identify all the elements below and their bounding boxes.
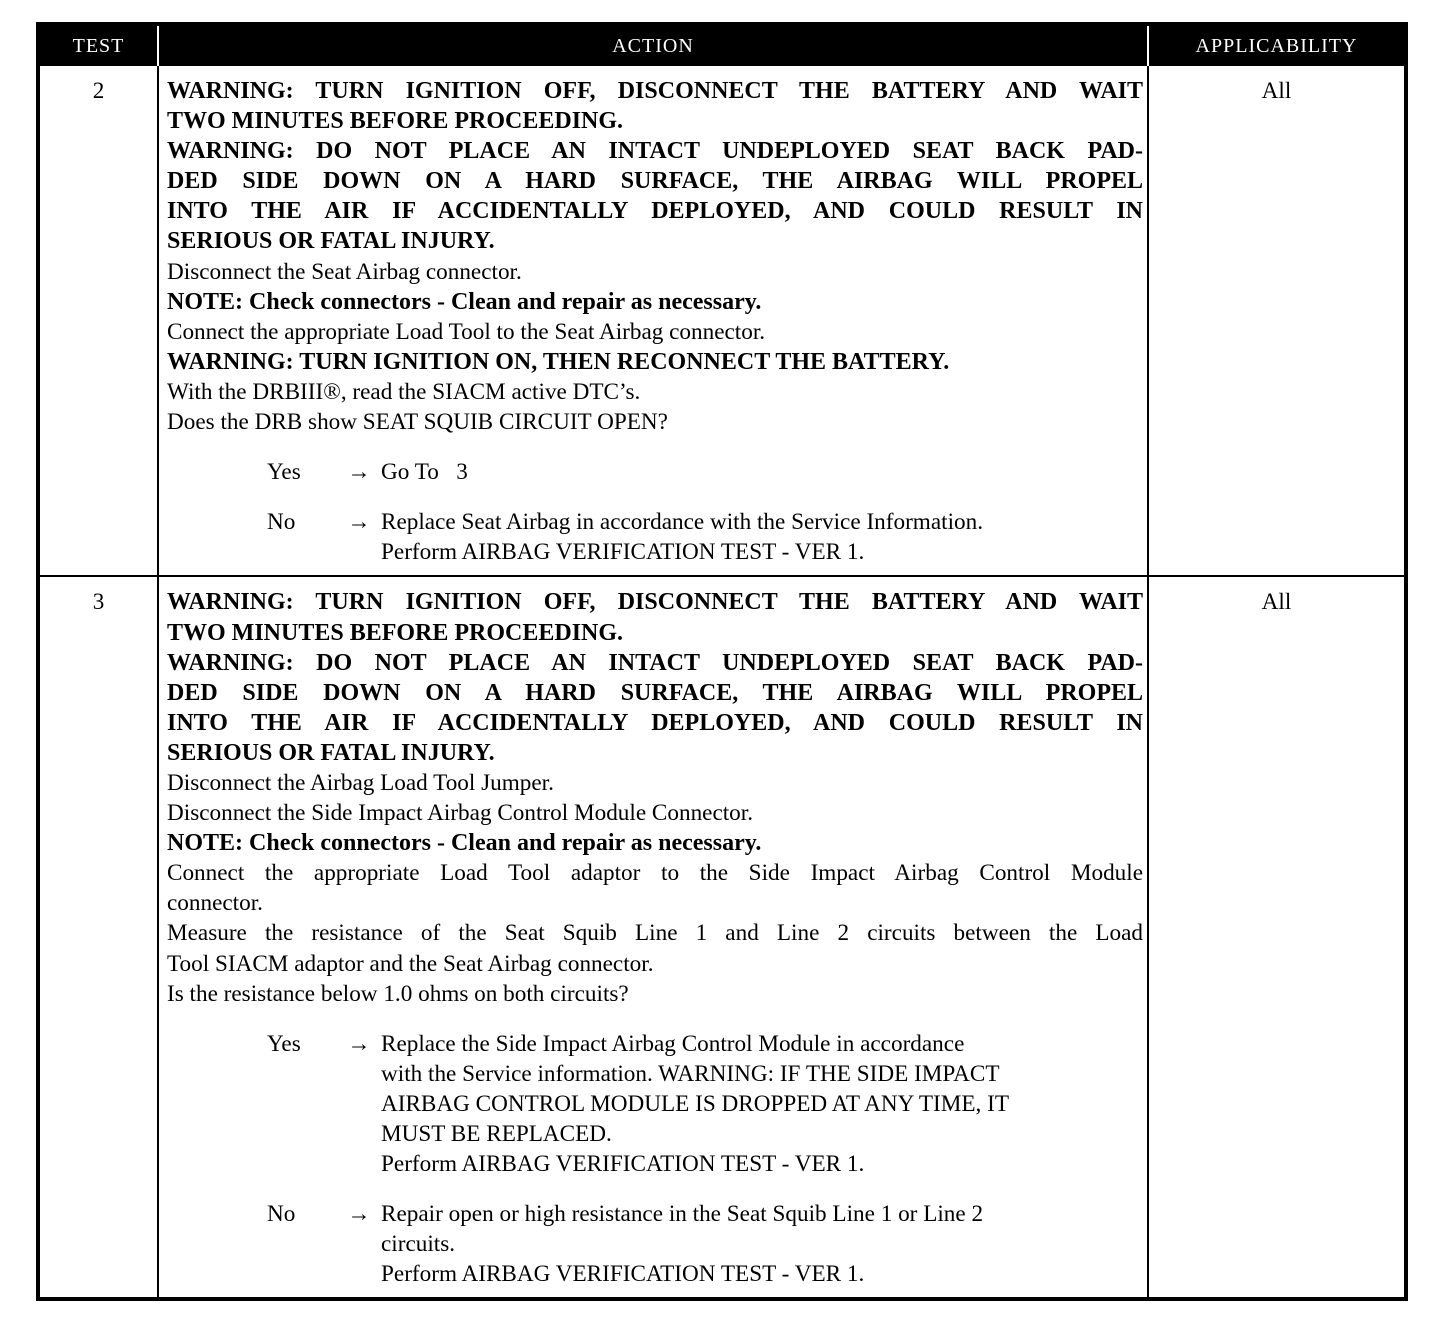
instruction-line: Measure the resistance of the Seat Squib Line 1 and Line 2 circuits between the Load: [167, 920, 1143, 947]
instruction-line: Tool SIACM adaptor and the Seat Airbag connector.: [167, 950, 654, 977]
test-number: 3: [38, 576, 158, 1299]
instruction-line: Disconnect the Side Impact Airbag Control Module Connector.: [167, 800, 754, 827]
test-row: [38, 66, 1406, 576]
header-action: ACTION: [158, 24, 1148, 66]
warning-line: DED SIDE DOWN ON A HARD SURFACE, THE AIRBAG WILL PROPEL: [167, 679, 1143, 706]
branch-no: [167, 507, 1143, 567]
result-branches: [167, 457, 1143, 567]
warning-line: NOTE: Check connectors - Clean and repair as necessary.: [167, 288, 762, 315]
branch-label: Yes: [267, 459, 301, 486]
warning-line: INTO THE AIR IF ACCIDENTALLY DEPLOYED, AND COULD RESULT IN: [167, 709, 1143, 736]
branch-line: Perform AIRBAG VERIFICATION TEST - VER 1.: [381, 539, 865, 566]
warning-line: SERIOUS OR FATAL INJURY.: [167, 739, 495, 766]
header-row: [38, 24, 1406, 66]
branch-line: Repair open or high resistance in the Seat Squib Line 1 or Line 2: [381, 1201, 984, 1228]
result-branches: [167, 1029, 1143, 1290]
warning-line: SERIOUS OR FATAL INJURY.: [167, 228, 495, 255]
action-cell: [158, 66, 1148, 576]
branch-line: AIRBAG CONTROL MODULE IS DROPPED AT ANY TIME, IT: [381, 1090, 1010, 1117]
branch-yes: [167, 1029, 1143, 1179]
action-cell: [158, 576, 1148, 1299]
branch-text: [381, 457, 1143, 487]
applicability-value: All: [1148, 576, 1406, 1299]
right-arrow-icon: →: [347, 459, 371, 486]
branch-line: MUST BE REPLACED.: [381, 1121, 612, 1147]
test-number: 2: [38, 66, 158, 576]
table-body: [38, 66, 1406, 1299]
branch-label: No: [267, 509, 296, 536]
branch-text: [381, 507, 1143, 567]
test-row: [38, 576, 1406, 1299]
instruction-line: Is the resistance below 1.0 ohms on both circuits?: [167, 980, 629, 1007]
branch-line: Replace Seat Airbag in accordance with the Service Information.: [381, 509, 983, 536]
header-applicability: APPLICABILITY: [1148, 24, 1406, 66]
right-arrow-icon: →: [347, 1030, 371, 1057]
diagnostic-page: [36, 22, 1404, 1301]
warning-line: WARNING: TURN IGNITION ON, THEN RECONNECT THE BATTERY.: [167, 348, 950, 375]
warning-line: INTO THE AIR IF ACCIDENTALLY DEPLOYED, AND COULD RESULT IN: [167, 198, 1143, 225]
instruction-line: Connect the appropriate Load Tool adaptor to the Side Impact Airbag Control Module: [167, 860, 1143, 887]
right-arrow-icon: →: [347, 1201, 371, 1228]
branch-line: Perform AIRBAG VERIFICATION TEST - VER 1.: [381, 1151, 865, 1178]
right-arrow-icon: →: [347, 509, 371, 536]
instruction-line: With the DRBIII®, read the SIACM active DTC’s.: [167, 378, 641, 405]
warning-line: WARNING: DO NOT PLACE AN INTACT UNDEPLOYED SEAT BACK PAD-: [167, 138, 1143, 165]
warning-line: NOTE: Check connectors - Clean and repair as necessary.: [167, 830, 762, 857]
warning-line: WARNING: DO NOT PLACE AN INTACT UNDEPLOYED SEAT BACK PAD-: [167, 649, 1143, 676]
warning-line: WARNING: TURN IGNITION OFF, DISCONNECT THE BATTERY AND WAIT: [167, 589, 1143, 616]
branch-line: circuits.: [381, 1231, 456, 1258]
branch-text: [381, 1199, 1143, 1289]
branch-text: [381, 1029, 1143, 1179]
branch-yes: [167, 457, 1143, 487]
instruction-line: Does the DRB show SEAT SQUIB CIRCUIT OPEN?: [167, 409, 668, 436]
branch-label: Yes: [267, 1030, 301, 1057]
diagnostic-table: [36, 22, 1408, 1301]
branch-line: with the Service information. WARNING: IF THE SIDE IMPACT: [381, 1060, 1000, 1087]
branch-line: Replace the Side Impact Airbag Control Module in accordance: [381, 1030, 965, 1057]
warning-line: DED SIDE DOWN ON A HARD SURFACE, THE AIRBAG WILL PROPEL: [167, 168, 1143, 195]
instruction-line: connector.: [167, 890, 263, 917]
branch-no: [167, 1199, 1143, 1289]
warning-line: TWO MINUTES BEFORE PROCEEDING.: [167, 108, 624, 135]
branch-label: No: [267, 1201, 296, 1228]
warning-line: WARNING: TURN IGNITION OFF, DISCONNECT THE BATTERY AND WAIT: [167, 78, 1143, 104]
branch-line: Go To 3: [381, 459, 468, 486]
header-test: TEST: [38, 24, 158, 66]
instruction-line: Disconnect the Seat Airbag connector.: [167, 258, 522, 285]
instruction-line: Disconnect the Airbag Load Tool Jumper.: [167, 769, 554, 796]
applicability-value: All: [1148, 66, 1406, 576]
instruction-line: Connect the appropriate Load Tool to the Seat Airbag connector.: [167, 318, 766, 345]
warning-line: TWO MINUTES BEFORE PROCEEDING.: [167, 619, 624, 646]
branch-line: Perform AIRBAG VERIFICATION TEST - VER 1.: [381, 1261, 865, 1288]
